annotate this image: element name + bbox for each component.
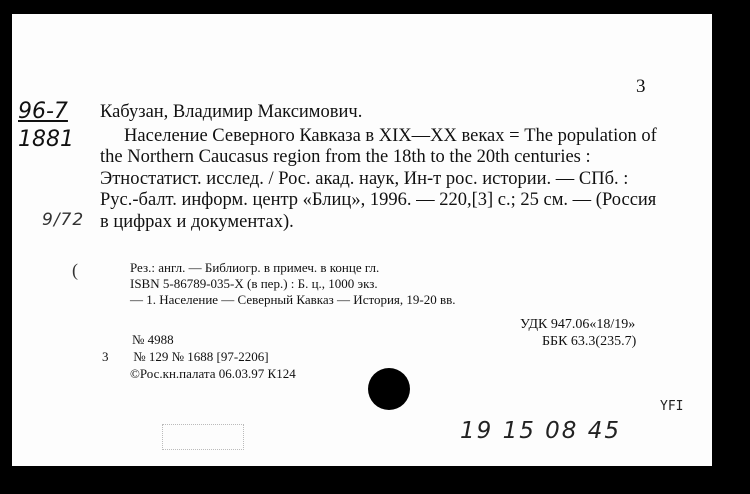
card-number: 3 [636, 76, 646, 97]
bbk-code: ББК 63.3(235.7) [542, 334, 637, 349]
handwritten-margin-note: 9/72 [42, 210, 85, 230]
faded-stamp [162, 424, 244, 450]
note-isbn: ISBN 5-86789-035-X (в пер.) : Б. ц., 1000 экз. [130, 276, 378, 291]
udk-code: УДК 947.06«18/19» [520, 317, 636, 332]
record-number: № 4988 [132, 332, 174, 347]
author-heading: Кабузан, Владимир Максимович. [100, 102, 363, 122]
chamber-copyright: ©Рос.кн.палата 06.03.97 К124 [130, 366, 296, 381]
punch-hole [368, 368, 410, 410]
date-stamp: 19 15 08 45 [460, 418, 621, 444]
record-number-row [102, 349, 269, 365]
bibliographic-entry [100, 102, 660, 233]
margin-mark: ( [72, 260, 78, 280]
catalog-card [12, 14, 712, 466]
shelf-mark-top: 96-7 [18, 99, 68, 124]
title-description: Население Северного Кавказа в XIX—XX веках = The population of the Northern Caucasus region from the 18th to the 20th centuries : Этностатист. исслед. / Рос. акад. наук, Ин-т рос. истории. — СПб. : Рус.-балт. информ. центр «Блиц», 1996. — 220,[3] с.; 25 см. — (Россия в цифрах и документах). [100, 125, 657, 232]
row-prefix: 3 [102, 349, 109, 364]
note-language-bibliography: Рез.: англ. — Библиогр. в примеч. в конце гл. [130, 260, 380, 275]
registry-numbers: № 129 № 1688 [97-2206] [133, 349, 269, 364]
shelf-mark [18, 98, 74, 154]
shelf-mark-bottom: 1881 [18, 127, 74, 152]
note-subjects: — 1. Население — Северный Кавказ — История, 19-20 вв. [130, 292, 456, 307]
corner-stamp: YFI [660, 399, 684, 414]
